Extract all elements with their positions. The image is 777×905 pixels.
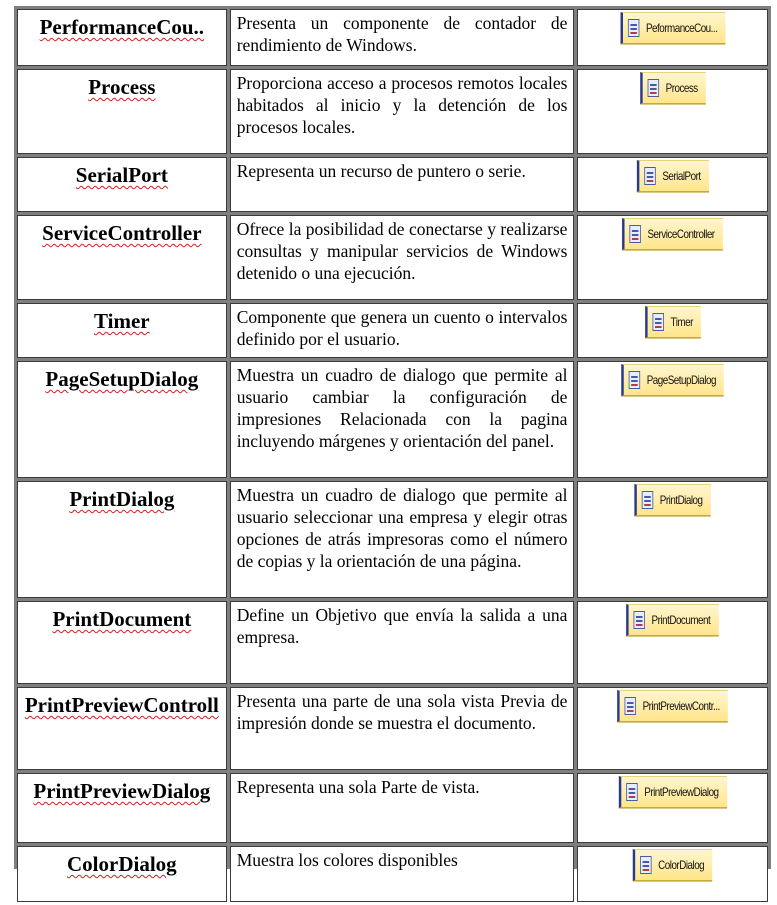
toolbox-image-cell — [577, 361, 768, 478]
component-description-cell — [230, 69, 575, 154]
components-table — [14, 6, 771, 905]
toolbox-image-cell — [577, 69, 768, 154]
component-description-cell — [230, 157, 575, 212]
toolbox-image-cell — [577, 9, 768, 66]
toolbox-item-label: PeformanceCou... — [645, 21, 718, 35]
component-description: Muestra los colores disponibles — [236, 850, 458, 870]
toolbox-item — [621, 364, 724, 396]
print-preview-control-icon — [625, 697, 636, 715]
component-description-cell — [230, 773, 575, 843]
component-name-text: PageSetupDialog — [45, 367, 199, 391]
toolbox-item-label: Process — [665, 81, 698, 95]
toolbox-item — [640, 72, 706, 104]
toolbox-item — [645, 306, 701, 338]
table-row — [17, 481, 768, 598]
toolbox-image-cell — [577, 303, 768, 358]
table-row — [17, 215, 768, 300]
component-description: Muestra un cuadro de dialogo que permite al usuario cambiar la configuración de impresiones Relacionada con la pagina incluyendo márgenes y orientación del panel. — [236, 365, 568, 451]
table-row — [17, 303, 768, 358]
toolbox-item-label: Timer — [670, 315, 693, 329]
component-description-cell — [230, 215, 575, 300]
table-row — [17, 69, 768, 154]
toolbox-image-cell — [577, 215, 768, 300]
component-description-cell — [230, 601, 575, 684]
component-name-text: ColorDialog — [67, 852, 177, 876]
component-description-cell — [230, 303, 575, 358]
component-name-cell — [17, 361, 227, 478]
table-row — [17, 601, 768, 684]
toolbox-item-label: PrintDocument — [651, 613, 711, 627]
toolbox-image-cell — [577, 846, 768, 902]
toolbox-item-label: PageSetupDialog — [646, 373, 716, 387]
components-table-body — [17, 9, 768, 902]
toolbox-image-cell — [577, 773, 768, 843]
color-dialog-icon — [640, 856, 651, 874]
components-document — [14, 6, 771, 876]
toolbox-item-label: PrintDialog — [659, 493, 703, 507]
serial-port-icon — [644, 167, 655, 185]
print-preview-dialog-icon — [626, 783, 637, 801]
toolbox-item-label: SerialPort — [662, 169, 701, 183]
process-icon — [647, 79, 658, 97]
component-name-text: ServiceController — [42, 221, 202, 245]
table-row — [17, 157, 768, 212]
print-document-icon — [634, 611, 645, 629]
toolbox-item-label: ColorDialog — [658, 858, 705, 872]
component-description: Componente que genera un cuento o intervalos definido por el usuario. — [236, 307, 568, 349]
component-name-cell — [17, 601, 227, 684]
component-name-cell — [17, 69, 227, 154]
component-name-text: PrintPreviewDialog — [33, 779, 211, 803]
component-name — [24, 849, 220, 878]
component-name-cell — [17, 773, 227, 843]
toolbox-item-label: PrintPreviewContr... — [642, 699, 720, 713]
component-description-cell — [230, 361, 575, 478]
table-row — [17, 773, 768, 843]
table-row — [17, 687, 768, 770]
component-description-cell — [230, 687, 575, 770]
component-name — [24, 72, 220, 101]
component-description: Ofrece la posibilidad de conectarse y realizarse consultas y manipular servicios de Windows detenido o una ejecución. — [236, 219, 568, 283]
component-name-cell — [17, 303, 227, 358]
toolbox-item — [622, 218, 723, 250]
toolbox-item — [633, 849, 713, 881]
component-name — [24, 364, 220, 393]
toolbox-item — [627, 604, 719, 636]
component-name-text: PrintDocument — [52, 607, 192, 631]
component-description: Proporciona acceso a procesos remotos locales habitados al inicio y la detención de los procesos locales. — [236, 73, 568, 137]
print-dialog-icon — [642, 491, 653, 509]
component-description-cell — [230, 846, 575, 902]
table-row — [17, 846, 768, 902]
component-name — [24, 690, 220, 719]
component-description-cell — [230, 481, 575, 598]
toolbox-image-cell — [577, 481, 768, 598]
component-name-text: Process — [88, 75, 156, 99]
table-row — [17, 361, 768, 478]
component-name-cell — [17, 215, 227, 300]
component-name-text: Timer — [94, 309, 150, 333]
component-description: Representa una sola Parte de vista. — [236, 777, 480, 797]
table-row — [17, 9, 768, 66]
component-description: Muestra un cuadro de dialogo que permite al usuario seleccionar una empresa y elegir otras opciones de atrás impresoras como el número de copias y la orientación de una página. — [236, 485, 568, 571]
performance-counter-icon — [628, 19, 639, 37]
service-controller-icon — [630, 225, 641, 243]
toolbox-item — [617, 690, 728, 722]
toolbox-item-label: PrintPreviewDialog — [644, 785, 719, 799]
component-description: Representa un recurso de puntero o serie. — [236, 161, 526, 181]
component-name — [24, 306, 220, 335]
component-name — [24, 776, 220, 805]
component-name-text: PrintPreviewControll — [24, 693, 219, 717]
component-description: Presenta un componente de contador de rendimiento de Windows. — [236, 13, 568, 55]
component-description: Define un Objetivo que envía la salida a una empresa. — [236, 605, 568, 647]
component-name — [24, 484, 220, 513]
toolbox-item — [635, 484, 711, 516]
component-name-cell — [17, 846, 227, 902]
component-name-cell — [17, 9, 227, 66]
component-name — [24, 12, 220, 41]
component-description-cell — [230, 9, 575, 66]
toolbox-item — [620, 12, 725, 44]
toolbox-image-cell — [577, 687, 768, 770]
component-name — [24, 218, 220, 247]
toolbox-item-label: ServiceController — [647, 227, 715, 241]
component-description: Presenta una parte de una sola vista Previa de impresión donde se muestra el documento. — [236, 691, 568, 733]
timer-icon — [652, 313, 663, 331]
component-name-text: PrintDialog — [69, 487, 175, 511]
toolbox-image-cell — [577, 157, 768, 212]
toolbox-item — [637, 160, 709, 192]
component-name-cell — [17, 687, 227, 770]
component-name-text: SerialPort — [75, 163, 168, 187]
page-setup-dialog-icon — [629, 371, 640, 389]
component-name-cell — [17, 157, 227, 212]
component-name — [24, 160, 220, 189]
toolbox-image-cell — [577, 601, 768, 684]
toolbox-item — [619, 776, 727, 808]
component-name-text: PerformanceCou.. — [39, 15, 205, 39]
component-name — [24, 604, 220, 633]
component-name-cell — [17, 481, 227, 598]
